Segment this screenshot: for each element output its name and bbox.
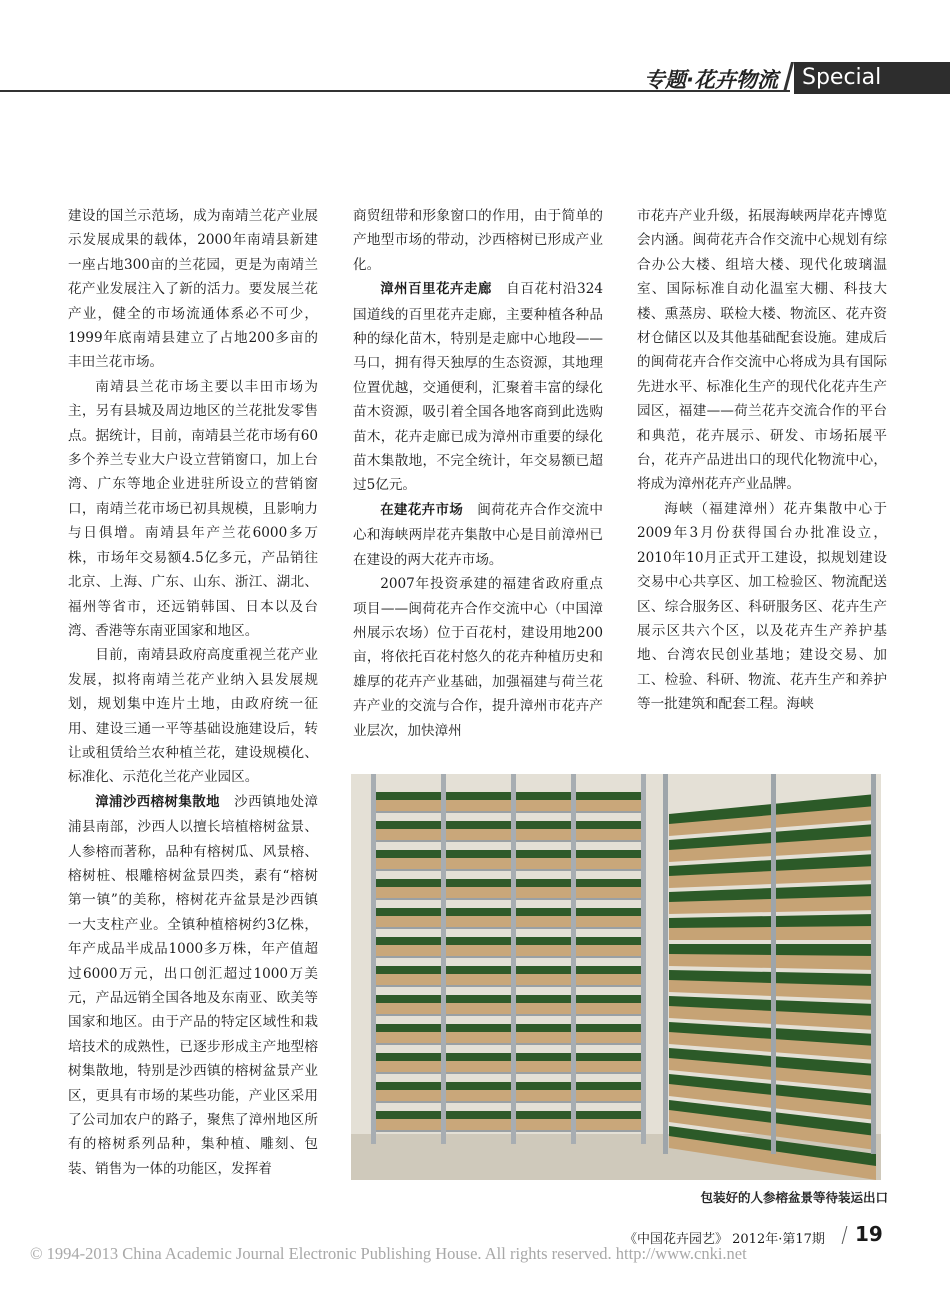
photo-illustration: [351, 774, 881, 1180]
shelf-bar: [371, 985, 641, 987]
paragraph: [68, 375, 318, 643]
rack-post: [511, 774, 516, 1144]
shelf-bar: [371, 811, 641, 813]
cardboard-box-row: [371, 829, 641, 841]
shelf-bar: [371, 927, 641, 929]
paragraph-text: 商贸纽带和形象窗口的作用，由于简单的产地型市场的带动，沙西榕树已形成产业化。: [353, 208, 603, 273]
footer-separator: [842, 1226, 848, 1244]
cardboard-box-row: [371, 1090, 641, 1102]
paragraph-text: 闽荷花卉合作交流中心和海峡两岸花卉集散中心是目前漳州已在建设的两大花卉市场。: [353, 501, 604, 568]
paragraph: [68, 643, 318, 789]
paragraph-text: 目前，南靖县政府高度重视兰花产业发展，拟将南靖兰花产业纳入县发展规划，规划集中连片土地，由政府统一征用、建设三通一平等基础设施建设后，转让或租赁给兰农种植兰花，建设规模化、标准化、示范化兰花产业园区。: [68, 647, 318, 786]
text-column-3: [637, 204, 887, 717]
rack-post: [641, 774, 646, 1144]
shelf-bar: [371, 840, 641, 842]
paragraph-text: 市花卉产业升级，拓展海峡两岸花卉博览会内涵。闽荷花卉合作交流中心规划有综合办公大楼、组培大楼、现代化玻璃温室、国际标准自动化温室大棚、科技大楼、熏蒸房、联检大楼、物流区、花卉资材仓储区以及其他基础配套设施。建成后的闽荷花卉合作交流中心将成为具有国际先进水平、标准化生产的现代化花卉生产园区，福建——荷兰花卉交流合作的平台和典范，花卉展示、研发、市场拓展平台，花卉产品进出口的现代化物流中心，将成为漳州花卉产业品牌。: [637, 208, 887, 493]
shelf-bar: [371, 1014, 641, 1016]
shelf-bar: [371, 1130, 641, 1132]
paragraph-heading: 漳浦沙西榕树集散地: [95, 794, 220, 810]
paragraph: [353, 277, 603, 498]
rack-post-right: [871, 774, 876, 1154]
cardboard-box-row: [371, 1061, 641, 1073]
paragraph: [637, 497, 887, 717]
shelf-bar: [371, 1101, 641, 1103]
header-separator: [783, 62, 794, 92]
paragraph: [68, 204, 318, 375]
paragraph: [353, 572, 603, 743]
paragraph-text: 海峡（福建漳州）花卉集散中心于2009年3月份获得国台办批准设立，2010年10月正式开工建设，拟规划建设交易中心共享区、加工检验区、物流配送区、综合服务区、科研服务区、花卉生产展示区共六个区，以及花卉生产养护基地、台湾农民创业基地；建设交易、加工、检验、科研、物流、花卉生产和养护等一批建筑和配套工程。海峡: [637, 500, 887, 713]
publication-info: 《中国花卉园艺》 2012年·第17期: [624, 1232, 825, 1247]
cardboard-box-row: [371, 800, 641, 812]
paragraph-text: 2007年投资承建的福建省政府重点项目——闽荷花卉合作交流中心（中国漳州展示农场）位于百花村，建设用地200亩，将依托百花村悠久的花卉种植历史和雄厚的花卉产业基础，加强福建与荷兰花卉产业的交流与合作，提升漳州市花卉产业层次，加快漳州: [353, 576, 603, 739]
shelf-bar: [371, 869, 641, 871]
cardboard-box-row: [371, 945, 641, 957]
cardboard-box-row: [371, 887, 641, 899]
photo-caption: 包装好的人参榕盆景等待装运出口: [700, 1190, 888, 1205]
section-title: 专题·花卉物流: [644, 68, 778, 92]
cardboard-box-row: [371, 916, 641, 928]
shelf-bar: [371, 1072, 641, 1074]
copyright-watermark: © 1994-2013 China Academic Journal Electronic Publishing House. All rights reserved. http://www.cnki.net: [30, 1244, 747, 1263]
paragraph-text: 自百花村沿324国道线的百里花卉走廊，主要种植各种品种的绿化苗木，特别是走廊中心地段——马口，拥有得天独厚的生态资源，其地理位置优越，交通便利，汇聚着丰富的绿化苗木资源，吸引着全国各地客商到此选购苗木，花卉走廊已成为漳州市重要的绿化苗木集散地，不完全统计，年交易额已超过5亿元。: [353, 281, 604, 494]
page-number: 19: [855, 1222, 883, 1246]
text-column-1: [68, 204, 318, 1181]
paragraph-text: 南靖县兰花市场主要以丰田市场为主，另有县城及周边地区的兰花批发零售点。据统计，目前，南靖县兰花市场有60多个养兰专业大户设立营销窗口，加上台湾、广东等地企业进驻所设立的营销窗口，南靖兰花市场已初具规模，且影响力与日俱增。南靖县年产兰花6000多万株，市场年交易额4.5亿多元，产品销往北京、上海、广东、山东、浙江、湖北、福州等省市，还远销韩国、日本以及台湾、香港等东南亚国家和地区。: [68, 378, 318, 639]
rack-post: [441, 774, 446, 1144]
rack-post-right: [771, 774, 776, 1154]
cardboard-box-row: [371, 1032, 641, 1044]
cardboard-box-row: [371, 1003, 641, 1015]
special-label: Special: [794, 62, 950, 94]
paragraph: [353, 204, 603, 277]
paragraph-heading: 在建花卉市场: [380, 502, 464, 518]
cardboard-box-row: [371, 974, 641, 986]
paragraph-text: 建设的国兰示范场，成为南靖兰花产业展示发展成果的载体，2000年南靖县新建一座占地300亩的兰花园，更是为南靖兰花产业发展注入了新的活力。要发展兰花产业，健全的市场流通体系必不可少，1999年底南靖县建立了占地200多亩的丰田兰花市场。: [68, 208, 318, 371]
shelf-bar: [371, 1043, 641, 1045]
rack-post: [571, 774, 576, 1144]
rack-post: [371, 774, 376, 1144]
paragraph: [68, 790, 318, 1182]
paragraph: [353, 498, 603, 572]
paragraph-heading: 漳州百里花卉走廊: [380, 282, 492, 298]
paragraph: [637, 204, 887, 497]
text-column-2: [353, 204, 603, 743]
cardboard-box-row: [371, 858, 641, 870]
paragraph-text: 沙西镇地处漳浦县南部，沙西人以擅长培植榕树盆景、人参榕而著称，品种有榕树瓜、风景榕、榕树桩、根雕榕树盆景四类，素有“榕树第一镇”的美称，榕树花卉盆景是沙西镇一大支柱产业。全镇种植榕树约3亿株，年产成品半成品1000多万株，年产值超过6000万元，出口创汇超过1000万美元，产品远销全国各地及东南亚、欧美等国家和地区。由于产品的特定区域性和栽培技术的成熟性，已逐步形成主产地型榕树集散地，特别是沙西镇的榕树盆景产业区，更具有市场的某些功能，产业区采用了公司加农户的路子，聚焦了漳州地区所有的榕树系列品种，集种植、雕刻、包装、销售为一体的功能区，发挥着: [68, 793, 319, 1177]
cardboard-box-row: [371, 1119, 641, 1131]
rack-post-right: [663, 774, 668, 1154]
shelf-bar: [371, 898, 641, 900]
shelf-bar: [371, 956, 641, 958]
photo-packaged-bonsai: [351, 774, 881, 1180]
